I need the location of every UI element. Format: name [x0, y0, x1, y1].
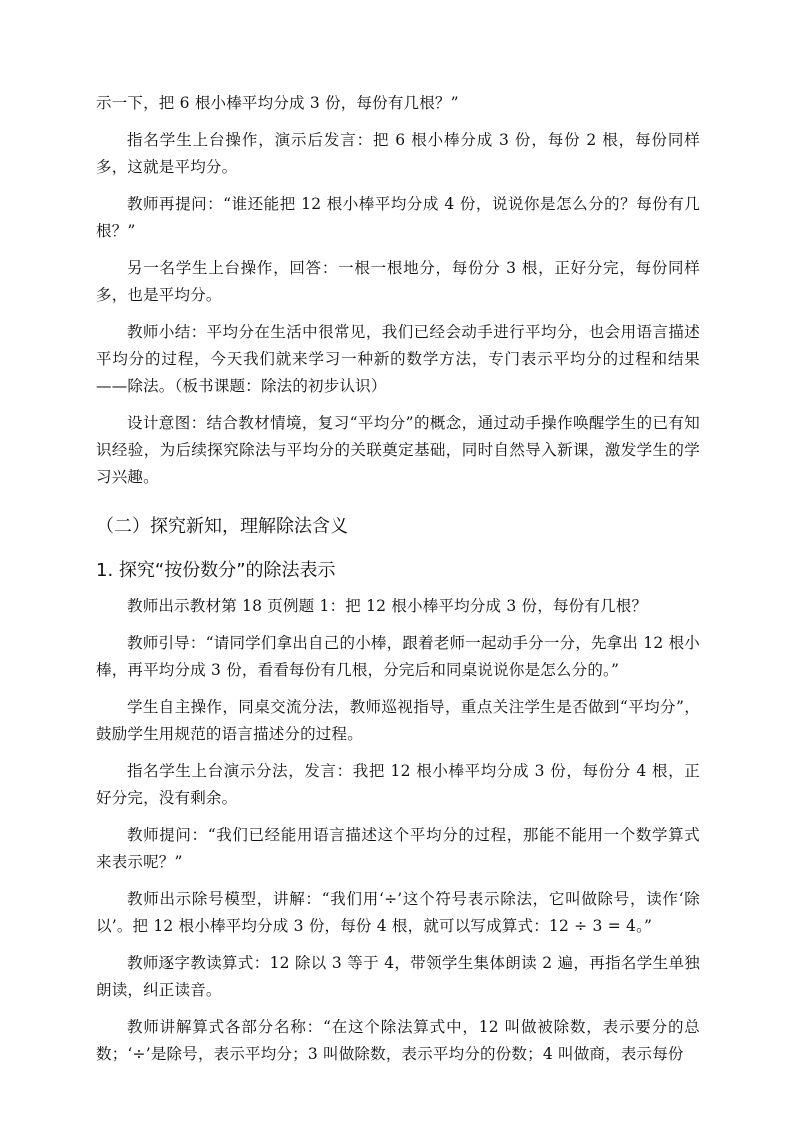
subsection-heading: 1. 探究“按份数分”的除法表示	[96, 560, 336, 581]
paragraph: 教师再提问：“谁还能把 12 根小棒平均分成 4 份，说说你是怎么分的？每份有几根？”	[96, 195, 700, 240]
paragraph: 教师出示除号模型，讲解：“我们用‘÷’这个符号表示除法，它叫做除号，读作‘除以’。把 12 根小棒平均分成 3 份，每份 4 根，就可以写成算式：12 ÷ 3 = 4。”	[96, 890, 700, 935]
paragraph: 教师引导：“请同学们拿出自己的小棒，跟着老师一起动手分一分，先拿出 12 根小棒，再平均分成 3 份，看看每份有几根，分完后和同桌说说你是怎么分的。”	[96, 634, 700, 679]
paragraph-summary: 教师小结：平均分在生活中很常见，我们已经会动手进行平均分，也会用语言描述平均分的过程，今天我们就来学习一种新的数学方法，专门表示平均分的过程和结果——除法。（板书课题：除法的初步认识）	[96, 323, 700, 395]
section-heading: （二）探究新知，理解除法含义	[96, 516, 348, 537]
paragraph: 教师出示教材第 18 页例题 1：把 12 根小棒平均分成 3 份，每份有几根？	[127, 597, 648, 615]
paragraph: 教师提问：“我们已经能用语言描述这个平均分的过程，那能不能用一个数学算式来表示呢？”	[96, 826, 700, 871]
paragraph: 教师逐字教读算式：12 除以 3 等于 4，带领学生集体朗读 2 遍，再指名学生单独朗读，纠正读音。	[96, 954, 700, 999]
paragraph: 指名学生上台演示分法，发言：我把 12 根小棒平均分成 3 份，每份分 4 根，正好分完，没有剩余。	[96, 762, 700, 807]
paragraph: 学生自主操作，同桌交流分法，教师巡视指导，重点关注学生是否做到“平均分”，鼓励学生用规范的语言描述分的过程。	[96, 698, 700, 743]
document-body	[96, 90, 700, 1078]
paragraph-continuation: 示一下，把 6 根小棒平均分成 3 份，每份有几根？”	[96, 94, 459, 112]
paragraph: 教师讲解算式各部分名称：“在这个除法算式中，12 叫做被除数，表示要分的总数；‘÷’是除号，表示平均分；3 叫做除数，表示平均分的份数；4 叫做商，表示每份	[96, 1018, 700, 1063]
paragraph-design-intent: 设计意图：结合教材情境，复习“平均分”的概念，通过动手操作唤醒学生的已有知识经验，为后续探究除法与平均分的关联奠定基础，同时自然导入新课，激发学生的学习兴趣。	[96, 414, 700, 486]
paragraph: 指名学生上台操作，演示后发言：把 6 根小棒分成 3 份，每份 2 根，每份同样多，这就是平均分。	[96, 131, 700, 176]
paragraph: 另一名学生上台操作，回答：一根一根地分，每份分 3 根，正好分完，每份同样多，也是平均分。	[96, 259, 700, 304]
